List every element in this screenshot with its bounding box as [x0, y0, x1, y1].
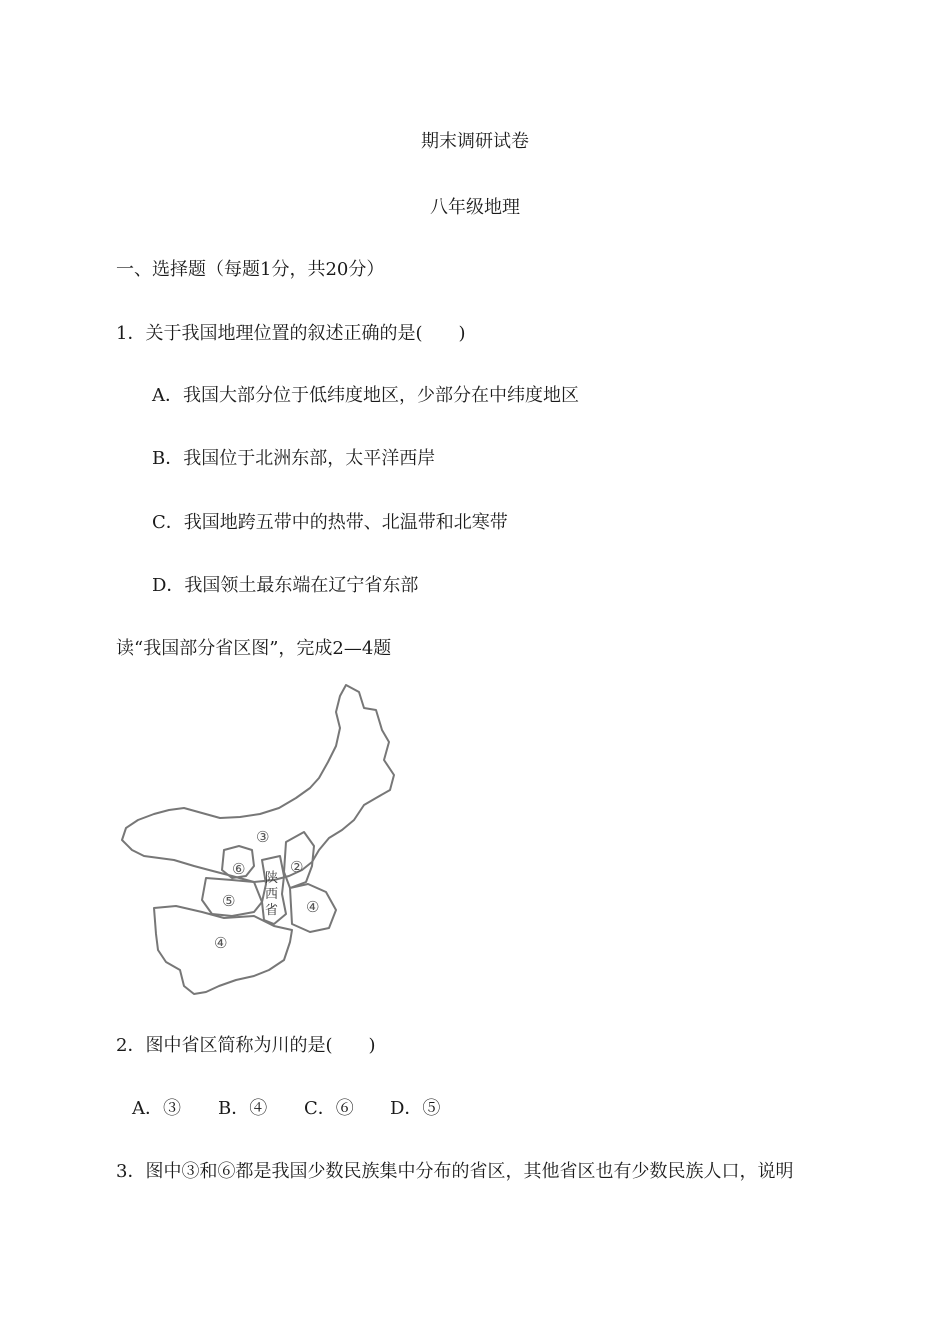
question-2-option-b: B．④: [218, 1098, 268, 1119]
page-title: 期末调研试卷: [421, 131, 529, 152]
section-heading: 一、选择题（每题1分，共20分）: [116, 259, 385, 280]
map-province-char-1: 陕: [265, 871, 279, 886]
page-subtitle: 八年级地理: [430, 197, 520, 218]
question-1-option-c: C．我国地跨五带中的热带、北温带和北寒带: [152, 512, 508, 533]
map-label-5: ⑤: [222, 892, 236, 910]
question-2-option-d: D．⑤: [390, 1098, 441, 1119]
map-province-char-2: 西: [265, 887, 279, 902]
question-1-option-a: A．我国大部分位于低纬度地区，少部分在中纬度地区: [152, 385, 579, 406]
question-1-option-d: D．我国领土最东端在辽宁省东部: [152, 575, 419, 596]
question-2-stem: 2．图中省区简称为川的是( ): [116, 1035, 376, 1056]
map-label-6: ⑥: [232, 860, 246, 878]
question-1-option-b: B．我国位于北洲东部，太平洋西岸: [152, 448, 436, 469]
question-1-stem: 1．关于我国地理位置的叙述正确的是( ): [116, 323, 466, 344]
map-label-4-south: ④: [214, 934, 228, 952]
map-label-3: ③: [256, 828, 270, 846]
map-label-4-east: ④: [306, 898, 320, 916]
map-label-2: ②: [290, 858, 304, 876]
question-3-stem: 3．图中③和⑥都是我国少数民族集中分布的省区，其他省区也有少数民族人口，说明: [116, 1161, 794, 1182]
question-2-options: [132, 1097, 440, 1121]
question-2-option-c: C．⑥: [304, 1098, 354, 1119]
map-province-char-3: 省: [265, 903, 279, 918]
province-map: [114, 680, 414, 1000]
map-intro: 读“我国部分省区图”，完成2—4题: [116, 638, 392, 659]
question-2-option-a: A．③: [132, 1098, 181, 1119]
